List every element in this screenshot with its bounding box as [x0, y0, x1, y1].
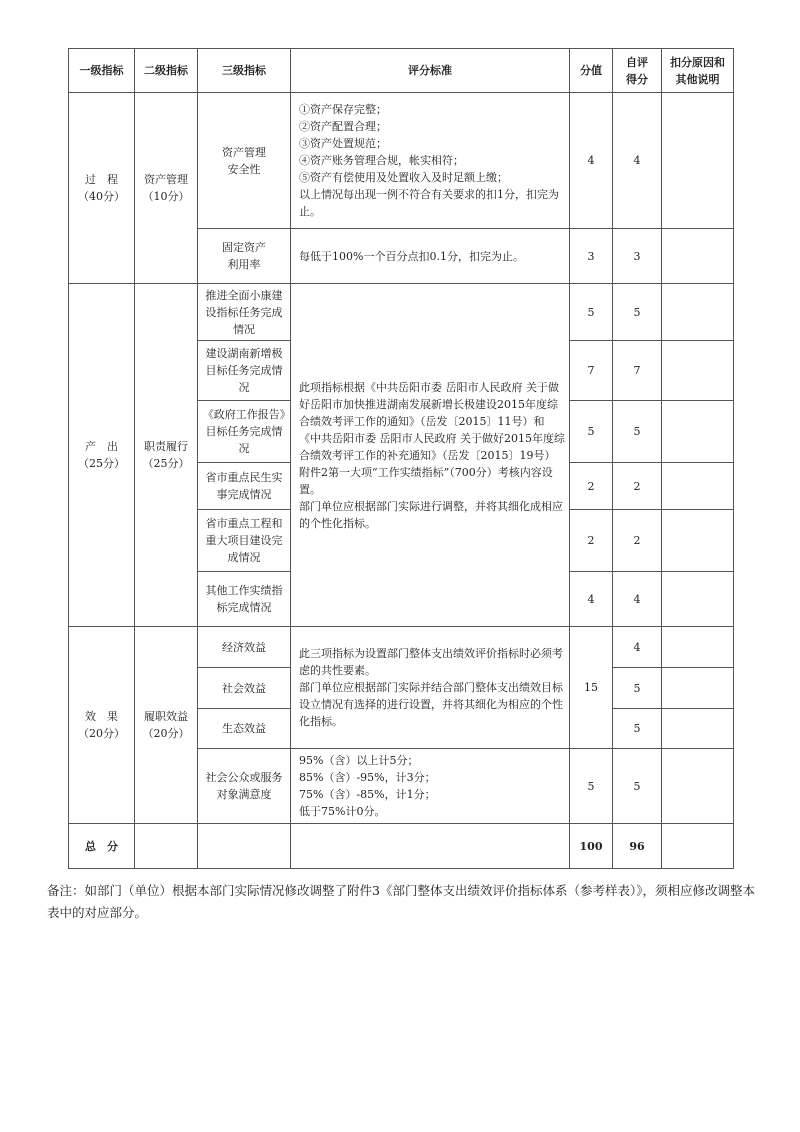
self-score-cell: 4 [613, 572, 662, 627]
evaluation-table [68, 48, 734, 869]
table-header-row [69, 49, 734, 93]
level3-cell: 生态效益 [198, 709, 291, 749]
level2-cell: 履职效益 （20分） [135, 627, 198, 824]
level2-cell: 资产管理 （10分） [135, 93, 198, 284]
self-score-cell: 4 [613, 93, 662, 229]
empty-cell [662, 824, 734, 869]
self-score-cell: 5 [613, 668, 662, 709]
header-cell: 自评 得分 [613, 49, 662, 93]
self-score-cell: 7 [613, 341, 662, 401]
remark-cell [662, 341, 734, 401]
remark-cell [662, 229, 734, 284]
empty-cell [135, 824, 198, 869]
header-cell: 三级指标 [198, 49, 291, 93]
total-row [69, 824, 734, 869]
remark-cell [662, 284, 734, 341]
score-cell: 5 [570, 284, 613, 341]
total-self-score: 96 [613, 824, 662, 869]
remark-cell [662, 572, 734, 627]
header-cell: 一级指标 [69, 49, 135, 93]
level3-cell: 资产管理 安全性 [198, 93, 291, 229]
remark-cell [662, 749, 734, 824]
total-label: 总 分 [69, 824, 135, 869]
score-cell: 4 [570, 572, 613, 627]
score-cell: 4 [570, 93, 613, 229]
remark-cell [662, 709, 734, 749]
score-cell: 5 [570, 401, 613, 463]
level1-cell: 效 果 （20分） [69, 627, 135, 824]
level1-cell: 产 出 （25分） [69, 284, 135, 627]
header-cell: 二级指标 [135, 49, 198, 93]
level3-cell: 建设湖南新增极目标任务完成情况 [198, 341, 291, 401]
table-row [69, 627, 734, 668]
criteria-cell: 95%（含）以上计5分； 85%（含）-95%，计3分； 75%（含）-85%，计1分； 低于75%计0分。 [291, 749, 570, 824]
score-cell: 5 [570, 749, 613, 824]
empty-cell [198, 824, 291, 869]
remark-cell [662, 668, 734, 709]
remark-cell [662, 93, 734, 229]
criteria-cell: 此项指标根据《中共岳阳市委 岳阳市人民政府 关于做好岳阳市加快推进湖南发展新增长极建设2015年度综合绩效考评工作的通知》（岳发〔2015〕11号）和《中共岳阳市委 岳阳市人民政府 关于做好2015年度综合绩效考评工作的补充通知》（岳发〔2015〕19号）附件2第一大项“工作实绩指标”（700分）考核内容设置。 部门单位应根据部门实际进行调整，并将其细化成相应的个性化指标。 [291, 284, 570, 627]
level3-cell: 《政府工作报告》目标任务完成情况 [198, 401, 291, 463]
table-row [69, 284, 734, 341]
self-score-cell: 5 [613, 284, 662, 341]
total-score: 100 [570, 824, 613, 869]
level3-cell: 社会效益 [198, 668, 291, 709]
level3-cell: 固定资产 利用率 [198, 229, 291, 284]
level3-cell: 社会公众或服务对象满意度 [198, 749, 291, 824]
level3-cell: 省市重点工程和重大项目建设完成情况 [198, 510, 291, 572]
self-score-cell: 3 [613, 229, 662, 284]
self-score-cell: 5 [613, 709, 662, 749]
table-row [69, 93, 734, 229]
header-cell: 分值 [570, 49, 613, 93]
remark-cell [662, 627, 734, 668]
remark-cell [662, 401, 734, 463]
level3-cell: 经济效益 [198, 627, 291, 668]
footnote: 备注：如部门（单位）根据本部门实际情况修改调整了附件3《部门整体支出绩效评价指标体系（参考样表）》，须相应修改调整本表中的对应部分。 [47, 883, 755, 920]
self-score-cell: 5 [613, 401, 662, 463]
level3-cell: 推进全面小康建设指标任务完成情况 [198, 284, 291, 341]
level3-cell: 其他工作实绩指标完成情况 [198, 572, 291, 627]
header-cell: 扣分原因和 其他说明 [662, 49, 734, 93]
empty-cell [291, 824, 570, 869]
criteria-cell: 此三项指标为设置部门整体支出绩效评价指标时必须考虑的共性要素。 部门单位应根据部门实际并结合部门整体支出绩效目标设立情况有选择的进行设置，并将其细化为相应的个性化指标。 [291, 627, 570, 749]
criteria-cell: ①资产保存完整； ②资产配置合理； ③资产处置规范； ④资产账务管理合规，帐实相符； ⑤资产有偿使用及处置收入及时足额上缴； 以上情况每出现一例不符合有关要求的扣1分，扣完为止。 [291, 93, 570, 229]
self-score-cell: 5 [613, 749, 662, 824]
level1-cell: 过 程 （40分） [69, 93, 135, 284]
criteria-cell: 每低于100%一个百分点扣0.1分，扣完为止。 [291, 229, 570, 284]
score-cell: 7 [570, 341, 613, 401]
level2-cell: 职责履行 （25分） [135, 284, 198, 627]
level3-cell: 省市重点民生实事完成情况 [198, 463, 291, 510]
score-cell: 3 [570, 229, 613, 284]
score-cell: 2 [570, 510, 613, 572]
self-score-cell: 2 [613, 463, 662, 510]
self-score-cell: 2 [613, 510, 662, 572]
self-score-cell: 4 [613, 627, 662, 668]
score-cell: 2 [570, 463, 613, 510]
header-cell: 评分标准 [291, 49, 570, 93]
remark-cell [662, 510, 734, 572]
remark-cell [662, 463, 734, 510]
score-cell: 15 [570, 627, 613, 749]
